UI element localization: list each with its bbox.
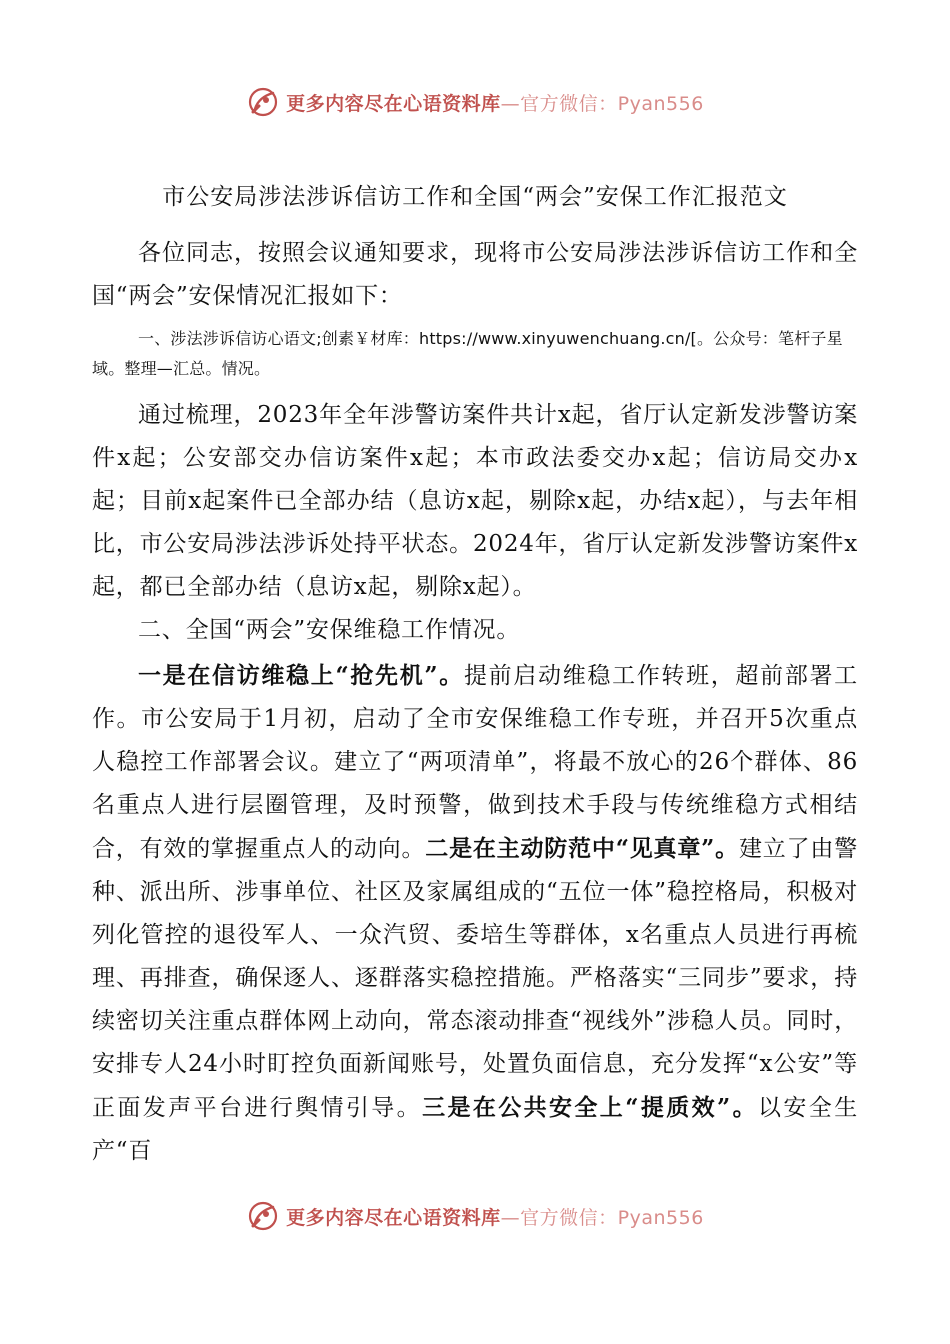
watermark-main-text: 更多内容尽在心语资料库 xyxy=(286,1206,501,1229)
section2-paragraph xyxy=(92,654,858,1173)
point3-text: 以安全生产“百 xyxy=(92,1095,858,1164)
point2-text: 建立了由警种、派出所、涉事单位、社区及家属组成的“五位一体”稳控格局，积极对列化管控的退役军人、一众汽贸、委培生等群体，x名重点人员进行再梳理、再排查，确保逐人、逐群落实稳控措施。严格落实“三同步”要求，持续密切关注重点群体网上动向，常态滚动排查“视线外”涉稳人员。同时，安排专人24小时盯控负面新闻账号，处置负面信息，充分发挥“x公安”等正面发声平台进行舆情引导。 xyxy=(92,836,858,1121)
pen-swirl-logo-icon xyxy=(246,1199,280,1233)
pen-swirl-logo-icon xyxy=(246,85,280,119)
point1-text: 提前启动维稳工作转班，超前部署工作。市公安局于1月初，启动了全市安保维稳工作专班，并召开5次重点人稳控工作部署会议。建立了“两项清单”，将最不放心的26个群体、86名重点人进行层圈管理，及时预警，做到技术手段与传统维稳方式相结合，有效的掌握重点人的动向。 xyxy=(92,663,858,862)
point1-bold: 一是在信访维稳上“抢先机”。 xyxy=(138,662,464,689)
section1-heading: 一、涉法涉诉信访心语文;创素￥材库：https://www.xinyuwenchuang.cn/[。公众号：笔杆子星域。整理—汇总。情况。 xyxy=(92,329,843,378)
watermark-sub-text: —官方微信：Pyan556 xyxy=(500,92,704,115)
watermark-main-text: 更多内容尽在心语资料库 xyxy=(286,92,501,115)
point2-bold: 二是在主动防范中“见真章”。 xyxy=(425,835,739,862)
intro-paragraph: 各位同志，按照会议通知要求，现将市公安局涉法涉诉信访工作和全国“两会”安保情况汇报如下： xyxy=(92,240,858,309)
document-body xyxy=(92,232,858,1173)
point3-bold: 三是在公共安全上“提质效”。 xyxy=(422,1094,759,1121)
watermark-sub-text: —官方微信：Pyan556 xyxy=(500,1206,704,1229)
watermark-banner-bottom xyxy=(0,1196,950,1236)
section2-heading: 二、全国“两会”安保维稳工作情况。 xyxy=(138,617,521,643)
section1-paragraph: 通过梳理，2023年全年涉警访案件共计x起，省厅认定新发涉警访案件x起；公安部交办信访案件x起；本市政法委交办x起；信访局交办x起；目前x起案件已全部办结（息访x起，剔除x起，办结x起），与去年相比，市公安局涉法涉诉处持平状态。2024年，省厅认定新发涉警访案件x起，都已全部办结（息访x起，剔除x起）。 xyxy=(92,402,858,600)
document-title: 市公安局涉法涉诉信访工作和全国“两会”安保工作汇报范文 xyxy=(162,184,788,210)
watermark-banner-top xyxy=(0,82,950,122)
